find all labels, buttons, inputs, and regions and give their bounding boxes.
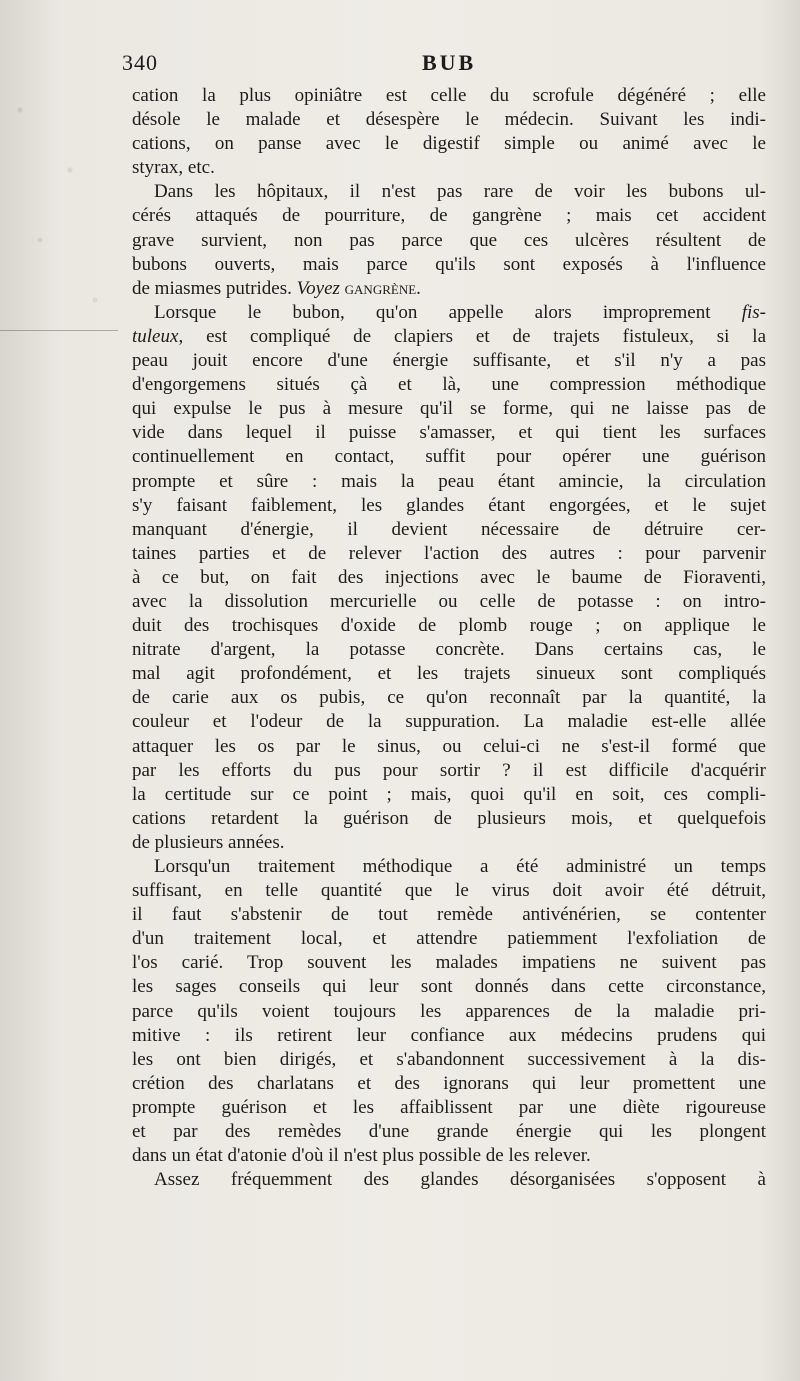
- text-body: [132, 84, 766, 1192]
- text-line: [132, 277, 766, 301]
- text-line: grave survient, non pas parce que ces ulcères résultent de: [132, 229, 766, 251]
- text-line: désole le malade et désespère le médecin. Suivant les indi-: [132, 109, 766, 131]
- text-line: duit des trochisques d'oxide de plomb rouge ; on applique le: [132, 615, 766, 637]
- text-line: [132, 325, 766, 349]
- text-line: il faut s'abstenir de tout remède antivénérien, se contenter: [132, 904, 766, 926]
- text-line: parce qu'ils voient toujours les apparences de la maladie pri-: [132, 1000, 766, 1022]
- bleed-through-marks: [0, 80, 125, 340]
- text-line: et par des remèdes d'une grande énergie qui les plongent: [132, 1121, 766, 1143]
- cross-reference-term: gangrène.: [339, 277, 421, 299]
- running-head: BUB: [422, 50, 477, 75]
- text-line: Assez fréquemment des glandes désorganisées s'opposent à: [154, 1169, 766, 1191]
- text-line: les ont bien dirigés, et s'abandonnent successivement à la dis-: [132, 1048, 766, 1070]
- cross-reference-voyez: Voyez: [296, 277, 340, 299]
- text-line: cation la plus opiniâtre est celle du scrofule dégénéré ; elle: [132, 85, 766, 106]
- text-line: suffisant, en telle quantité que le virus doit avoir été détruit,: [132, 880, 766, 902]
- text-line: continuellement en contact, suffit pour opérer une guérison: [132, 446, 766, 468]
- text-line: d'un traitement local, et attendre patiemment l'exfoliation de: [132, 928, 766, 950]
- text-line: taines parties et de relever l'action des autres : pour parvenir: [132, 542, 766, 564]
- text-line: cations, on panse avec le digestif simple ou animé avec le: [132, 133, 766, 155]
- text-line: [132, 301, 766, 325]
- text-line: l'os carié. Trop souvent les malades impatiens ne suivent pas: [132, 952, 766, 974]
- text-line: styrax, etc.: [132, 157, 215, 179]
- page-header: [122, 50, 762, 82]
- text-line: de carie aux os pubis, ce qu'on reconnaît par la quantité, la: [132, 687, 766, 709]
- text-line: qui expulse le pus à mesure qu'il se forme, qui ne laisse pas de: [132, 398, 766, 420]
- text-line: dans un état d'atonie d'où il n'est plus possible de les relever.: [132, 1145, 591, 1167]
- text-line: couleur et l'odeur de la suppuration. La maladie est-elle allée: [132, 711, 766, 733]
- text-line: Lorsqu'un traitement méthodique a été administré un temps: [154, 856, 766, 877]
- text-line: d'engorgemens situés çà et là, une compression méthodique: [132, 374, 766, 396]
- text-line: bubons ouverts, mais parce qu'ils sont exposés à l'influence: [132, 253, 766, 275]
- text-line: cations retardent la guérison de plusieurs mois, et quelquefois: [132, 807, 766, 829]
- italic-term: fis-: [741, 301, 766, 323]
- text-line: prompte guérison et les affaiblissent par une diète rigoureuse: [132, 1096, 766, 1118]
- text-segment: , est compliqué de clapiers et de trajets fistuleux, si la: [178, 325, 766, 347]
- text-segment: de miasmes putrides.: [132, 277, 297, 299]
- text-line: la certitude sur ce point ; mais, quoi qu'il en soit, ces compli-: [132, 783, 766, 805]
- text-line: à ce but, on fait des injections avec le baume de Fioraventi,: [132, 566, 766, 588]
- text-line: les sages conseils qui leur sont donnés dans cette circonstance,: [132, 976, 766, 998]
- text-line: nitrate d'argent, la potasse concrète. Dans certains cas, le: [132, 639, 766, 661]
- text-line: vide dans lequel il puisse s'amasser, et qui tient les surfaces: [132, 422, 766, 444]
- text-segment: Lorsque le bubon, qu'on appelle alors improprement: [154, 301, 742, 323]
- italic-term: tuleux: [132, 325, 179, 347]
- text-line: cérés attaqués de pourriture, de gangrène ; mais cet accident: [132, 205, 766, 227]
- text-line: mitive : ils retirent leur confiance aux médecins prudens qui: [132, 1024, 766, 1046]
- text-line: attaquer les os par le sinus, ou celui-ci ne s'est-il formé que: [132, 735, 766, 757]
- page-number: 340: [122, 50, 158, 75]
- text-line: de plusieurs années.: [132, 831, 285, 853]
- text-line: manquant d'énergie, il devient nécessaire de détruire cer-: [132, 518, 766, 540]
- text-line: peau jouit encore d'une énergie suffisante, et s'il n'y a pas: [132, 350, 766, 372]
- text-line: par les efforts du pus pour sortir ? il est difficile d'acquérir: [132, 759, 766, 781]
- margin-rule: [0, 330, 118, 331]
- text-line: Dans les hôpitaux, il n'est pas rare de voir les bubons ul-: [154, 181, 766, 203]
- text-line: s'y faisant faiblement, les glandes étant engorgées, et le sujet: [132, 494, 766, 516]
- text-line: avec la dissolution mercurielle ou celle de potasse : on intro-: [132, 590, 766, 612]
- text-line: prompte et sûre : mais la peau étant amincie, la circulation: [132, 470, 766, 492]
- text-line: mal agit profondément, et les trajets sinueux sont compliqués: [132, 663, 766, 685]
- text-line: crétion des charlatans et des ignorans qui leur promettent une: [132, 1072, 766, 1094]
